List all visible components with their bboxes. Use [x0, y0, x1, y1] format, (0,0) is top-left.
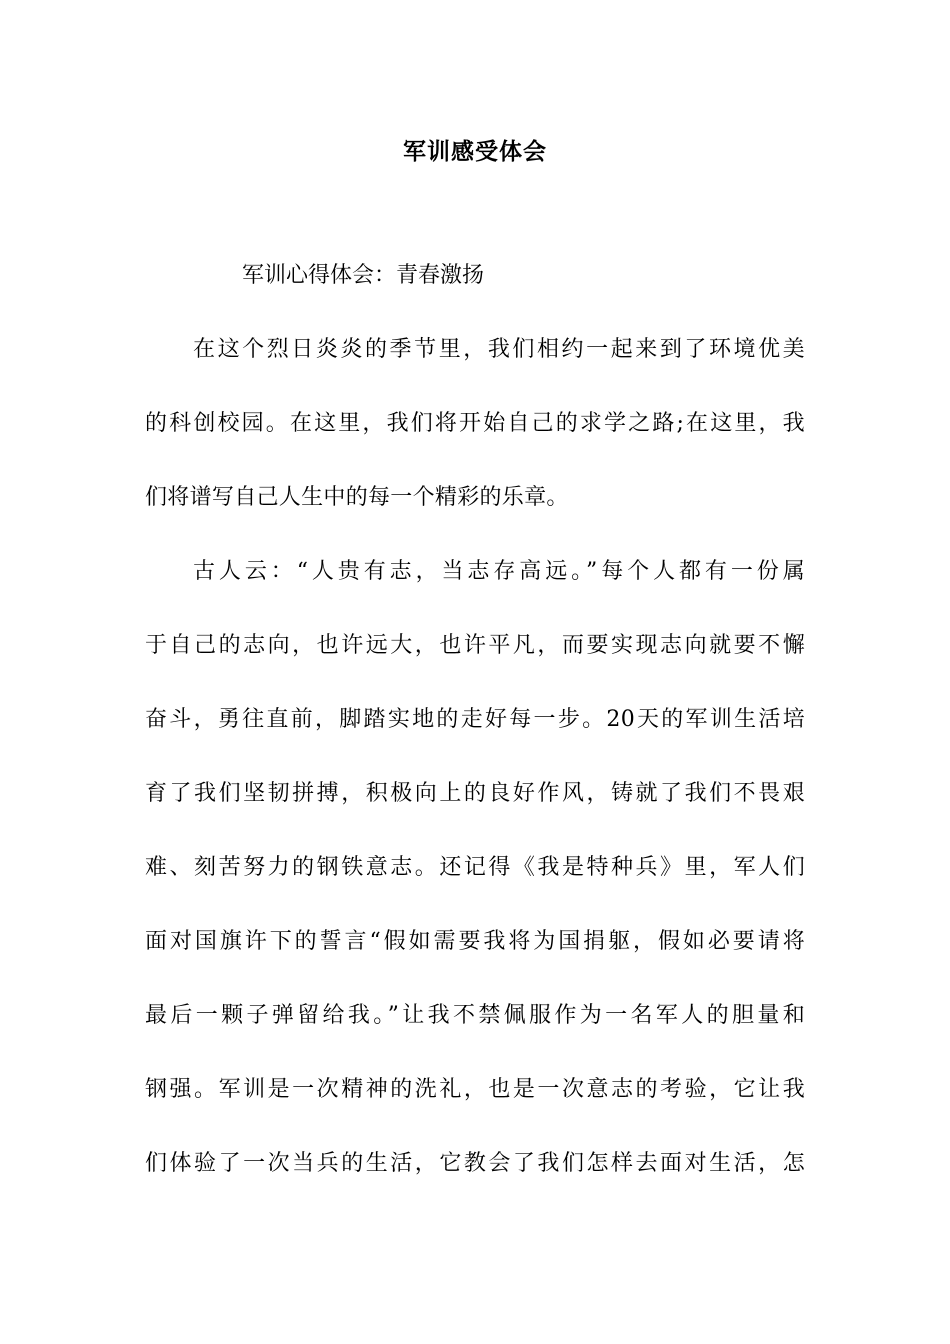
body-line: 奋斗，勇往直前，脚踏实地的走好每一步。20天的军训生活培: [145, 707, 805, 732]
body-line: 们将谱写自己人生中的每一个精彩的乐章。: [145, 485, 569, 510]
body-line: 古人云：“人贵有志，当志存高远。”每个人都有一份属: [193, 559, 805, 584]
body-line: 钢强。军训是一次精神的洗礼，也是一次意志的考验，它让我: [145, 1077, 805, 1102]
document-body: [145, 332, 805, 1220]
body-line: 的科创校园。在这里，我们将开始自己的求学之路;在这里，我: [145, 411, 805, 436]
document-subtitle: 军训心得体会：青春激扬: [242, 263, 485, 288]
document-title: 军训感受体会: [403, 139, 547, 165]
body-line: 们体验了一次当兵的生活，它教会了我们怎样去面对生活，怎: [145, 1151, 805, 1176]
body-line: 育了我们坚韧拼搏，积极向上的良好作风，铸就了我们不畏艰: [145, 781, 805, 806]
body-line: 难、刻苦努力的钢铁意志。还记得《我是特种兵》里，军人们: [145, 855, 805, 880]
body-line: 于自己的志向，也许远大，也许平凡，而要实现志向就要不懈: [145, 633, 805, 658]
body-line: 最后一颗子弹留给我。”让我不禁佩服作为一名军人的胆量和: [145, 1003, 805, 1028]
body-line: 在这个烈日炎炎的季节里，我们相约一起来到了环境优美: [193, 337, 805, 362]
body-line: 面对国旗许下的誓言“假如需要我将为国捐躯，假如必要请将: [145, 929, 805, 954]
